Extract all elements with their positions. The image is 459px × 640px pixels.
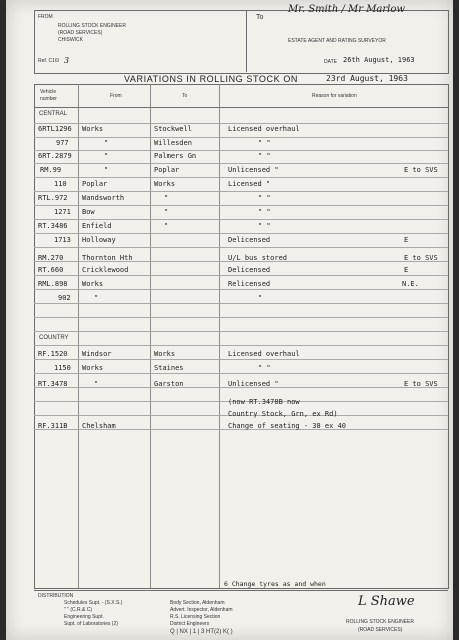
section-central: CENTRAL	[39, 111, 68, 117]
col-divider-1	[78, 84, 79, 588]
header-box	[34, 10, 449, 74]
row-reason: Delicensed	[228, 266, 271, 274]
page-title: VARIATIONS IN ROLLING STOCK ON	[124, 74, 299, 84]
row-rule	[34, 289, 448, 290]
col-header-reason: Reason for variation	[312, 93, 357, 99]
row-vehicle: 977	[56, 139, 69, 147]
distribution-col1-item: Supt. of Laboratories (2)	[64, 621, 118, 627]
row-vehicle: 902	[58, 294, 71, 302]
row-from: Works	[82, 280, 104, 288]
row-vehicle: RML.898	[38, 280, 68, 288]
row-to: "	[164, 208, 169, 216]
row-vehicle: 1713	[54, 236, 71, 244]
row-rule	[34, 163, 448, 164]
title-date: 23rd August, 1963	[326, 74, 408, 83]
distribution-col2-item: Advert. Inspector, Aldenham	[170, 607, 233, 613]
row-rule	[34, 191, 448, 192]
row-from: Chelsham	[82, 422, 116, 430]
row-rule	[34, 247, 448, 248]
row-reason: " "	[258, 194, 271, 202]
row-reason: Delicensed	[228, 236, 271, 244]
from-line-1: ROLLING STOCK ENGINEER	[58, 23, 126, 29]
from-line-2: (ROAD SERVICES)	[58, 30, 103, 36]
document-sheet	[6, 0, 453, 640]
row-reason: " "	[258, 208, 271, 216]
distribution-col1-item: " " (C.R.& C)	[64, 607, 92, 613]
distribution-col1-item: Schedules Supt. - (S.X.S.)	[64, 600, 123, 606]
signoff-title: ROLLING STOCK ENGINEER	[346, 619, 414, 625]
row-to: "	[164, 222, 169, 230]
row-from: "	[94, 294, 99, 302]
row-from: Cricklewood	[82, 266, 129, 274]
col-header-vehicle-2: number	[40, 96, 57, 102]
row-from: Thornton Hth	[82, 254, 133, 262]
row-rule	[34, 345, 448, 346]
row-from: "	[104, 166, 109, 174]
row-vehicle: 110	[54, 180, 67, 188]
section-country: COUNTRY	[39, 335, 69, 341]
row-rule	[34, 205, 448, 206]
row-to: Works	[154, 180, 176, 188]
row-to: Poplar	[154, 166, 180, 174]
distribution-codes: Q | NX | 1 | 3 HT(2) K( )	[170, 629, 233, 635]
col-header-vehicle-1: Vehicle	[40, 89, 57, 95]
ref-label: Ref. C16/	[38, 58, 60, 64]
row-reason: Licensed overhaul	[228, 350, 300, 358]
row-vehicle: RT.660	[38, 266, 64, 274]
table-header-rule	[34, 107, 448, 108]
distribution-label: DISTRIBUTION	[38, 593, 74, 599]
row-rule	[34, 233, 448, 234]
to-handwritten: Mr. Smith / Mr Marlow	[288, 4, 405, 15]
signoff-subtitle: (ROAD SERVICES)	[358, 627, 403, 633]
row-reason-continued: (now RT.3478B now	[228, 398, 300, 406]
row-reason: Licensed "	[228, 180, 271, 188]
row-vehicle: RT.3478	[38, 380, 68, 388]
row-from: Enfield	[82, 222, 112, 230]
row-to: Stockwell	[154, 125, 192, 133]
row-from: Works	[82, 125, 104, 133]
row-to: Works	[154, 350, 176, 358]
row-rule	[34, 275, 448, 276]
row-from: Holloway	[82, 236, 116, 244]
row-vehicle: 1271	[54, 208, 71, 216]
col-header-to: To	[182, 93, 188, 99]
signature: L Shawe	[358, 594, 415, 609]
row-note: E to SVS	[404, 166, 438, 174]
date-value: 26th August, 1963	[343, 56, 415, 64]
row-reason: "	[258, 294, 263, 302]
from-line-3: CHISWICK	[58, 37, 83, 43]
row-vehicle: 1150	[54, 364, 71, 372]
row-from: Works	[82, 364, 104, 372]
row-rule	[34, 123, 448, 124]
row-vehicle: RF.1520	[38, 350, 68, 358]
row-from: "	[104, 152, 109, 160]
header-divider	[246, 10, 247, 72]
row-vehicle: RF.311B	[38, 422, 68, 430]
row-reason: Unlicensed "	[228, 380, 279, 388]
col-divider-2	[150, 84, 151, 588]
row-reason-continued: Country Stock, Grn, ex Rd)	[228, 410, 338, 418]
row-rule	[34, 331, 448, 332]
row-rule	[34, 150, 448, 151]
distribution-rule	[34, 590, 448, 591]
to-office: ESTATE AGENT AND RATING SURVEYOR	[288, 38, 386, 44]
row-to: Garston	[154, 380, 184, 388]
row-vehicle: RTL.972	[38, 194, 68, 202]
distribution-col2-item: District Engineers	[170, 621, 210, 627]
row-note: N.E.	[402, 280, 419, 288]
variations-table	[34, 84, 449, 589]
row-rule	[34, 317, 448, 318]
row-rule	[34, 219, 448, 220]
footer-note: 6 Change tyres as and when	[224, 580, 326, 588]
row-reason: " "	[258, 364, 271, 372]
row-reason: U/L bus stored	[228, 254, 288, 262]
row-from: Wandsworth	[82, 194, 125, 202]
row-vehicle: 6RT.2879	[38, 152, 72, 160]
row-to: Palmers Gn	[154, 152, 197, 160]
row-reason: " "	[258, 139, 271, 147]
row-reason: Relicensed	[228, 280, 271, 288]
col-divider-3	[219, 84, 220, 588]
row-to: Staines	[154, 364, 184, 372]
row-reason: Change of seating - 38 ex 40	[228, 422, 347, 430]
date-label: DATE	[324, 59, 337, 65]
row-note: E to SVS	[404, 254, 438, 262]
col-header-from: From	[110, 93, 122, 99]
row-rule	[34, 137, 448, 138]
row-note: E	[404, 266, 409, 274]
row-vehicle: RM.270	[38, 254, 64, 262]
distribution-col2-item: R.S. Licensing Section	[170, 614, 221, 620]
row-rule	[34, 177, 448, 178]
row-to: "	[164, 194, 169, 202]
row-vehicle: RM.99	[40, 166, 62, 174]
row-reason: Licensed overhaul	[228, 125, 300, 133]
row-reason: " "	[258, 222, 271, 230]
row-from: Poplar	[82, 180, 108, 188]
from-label: FROM	[38, 14, 53, 20]
row-rule	[34, 373, 448, 374]
to-label: To	[256, 14, 264, 21]
distribution-col1-item: Engineering Supt.	[64, 614, 104, 620]
row-reason: " "	[258, 152, 271, 160]
row-rule	[34, 359, 448, 360]
row-vehicle: 6RTL1296	[38, 125, 72, 133]
row-from: "	[104, 139, 109, 147]
row-note: E to SVS	[404, 380, 438, 388]
row-rule	[34, 303, 448, 304]
row-from: "	[94, 380, 99, 388]
row-reason: Unlicensed "	[228, 166, 279, 174]
row-vehicle: RT.3486	[38, 222, 68, 230]
row-to: Willesden	[154, 139, 192, 147]
row-note: E	[404, 236, 409, 244]
row-from: Bow	[82, 208, 95, 216]
row-from: Windsor	[82, 350, 112, 358]
distribution-col2-item: Body Section, Aldenham	[170, 600, 225, 606]
ref-value: 3	[64, 56, 70, 65]
